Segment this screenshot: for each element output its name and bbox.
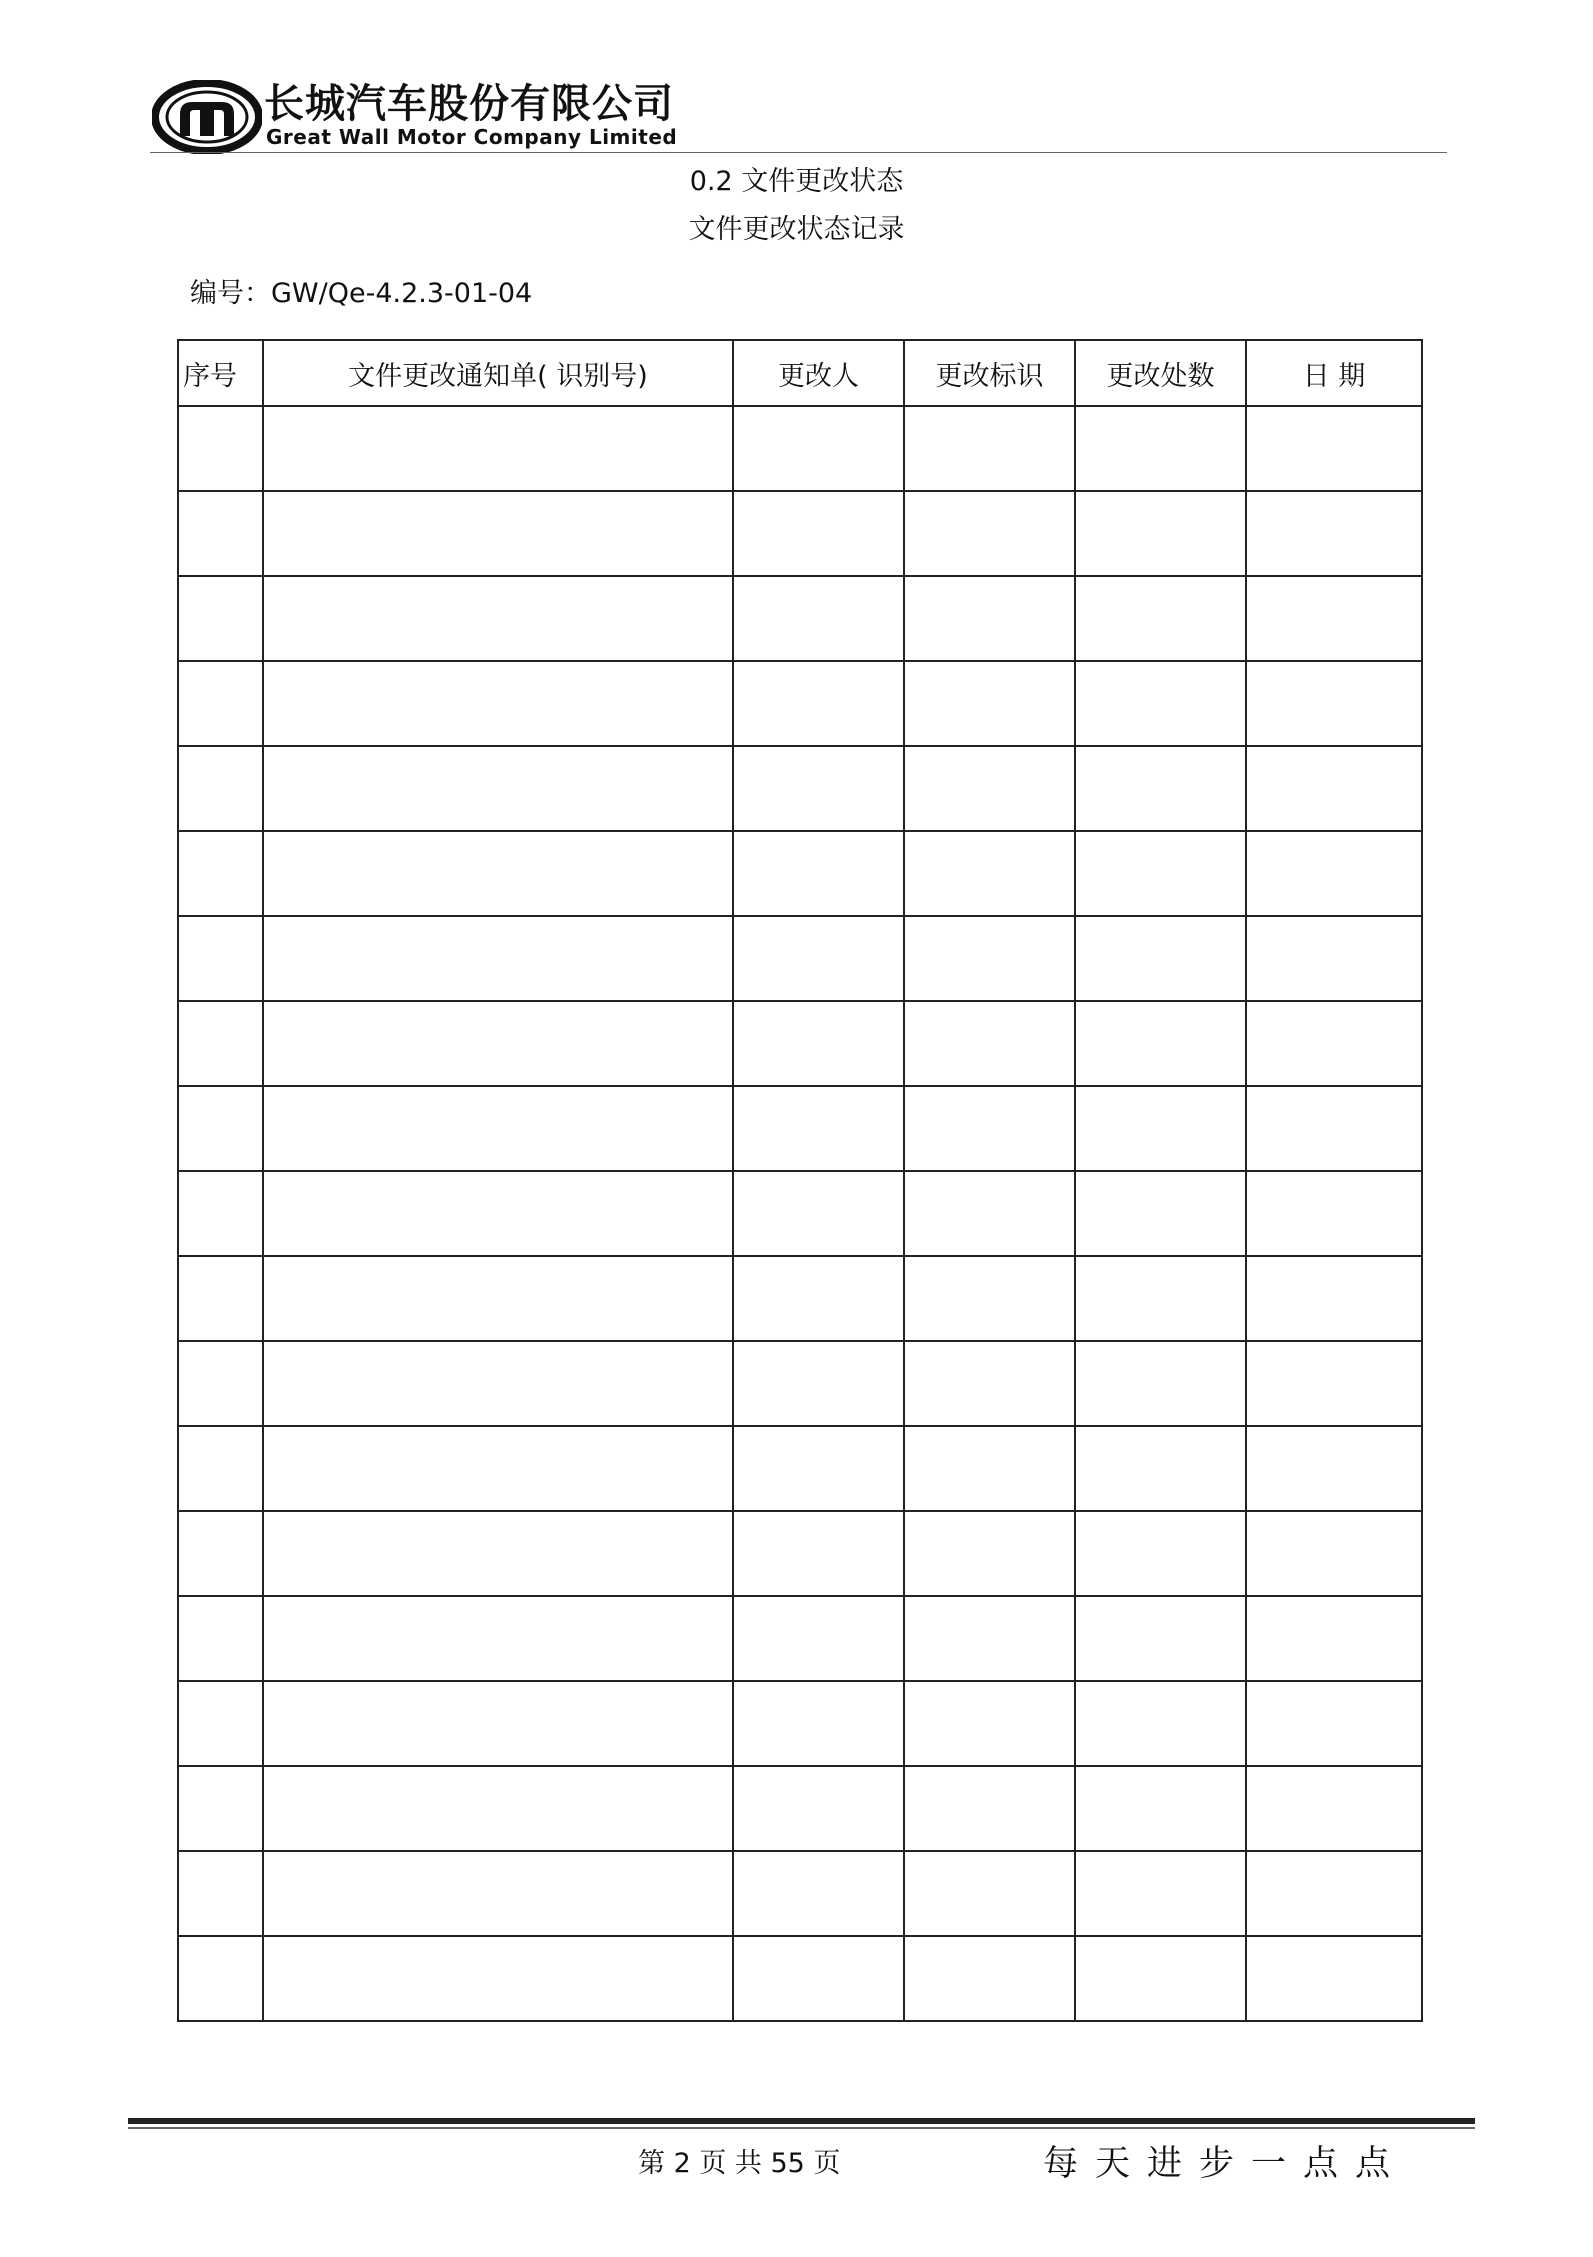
great-wall-logo-icon <box>152 80 262 154</box>
cell-change-mark <box>904 1086 1075 1171</box>
cell-changed-by <box>733 661 904 746</box>
cell-serial-number <box>178 1936 263 2021</box>
cell-change-notice <box>263 1426 733 1511</box>
cell-serial-number <box>178 1596 263 1681</box>
cell-changed-by <box>733 1171 904 1256</box>
cell-change-notice <box>263 1086 733 1171</box>
cell-change-mark <box>904 1171 1075 1256</box>
cell-changed-by <box>733 1511 904 1596</box>
table-row <box>178 491 1422 576</box>
cell-change-mark <box>904 916 1075 1001</box>
cell-change-notice <box>263 661 733 746</box>
cell-changed-by <box>733 1681 904 1766</box>
cell-change-notice <box>263 1936 733 2021</box>
cell-change-mark <box>904 1256 1075 1341</box>
cell-date <box>1246 1681 1422 1766</box>
document-number: 编号：GW/Qe-4.2.3-01-04 <box>190 278 533 309</box>
cell-change-count <box>1075 1851 1246 1936</box>
cell-change-count <box>1075 1341 1246 1426</box>
cell-change-count <box>1075 1171 1246 1256</box>
cell-date <box>1246 916 1422 1001</box>
cell-change-notice <box>263 406 733 491</box>
cell-change-mark <box>904 1936 1075 2021</box>
table-row <box>178 1681 1422 1766</box>
cell-change-mark <box>904 1426 1075 1511</box>
cell-changed-by <box>733 1936 904 2021</box>
cell-date <box>1246 1511 1422 1596</box>
cell-change-count <box>1075 576 1246 661</box>
cell-change-mark <box>904 1851 1075 1936</box>
section-title: 0.2 文件更改状态 <box>689 166 904 197</box>
cell-change-count <box>1075 1681 1246 1766</box>
cell-change-notice <box>263 576 733 661</box>
cell-change-count <box>1075 1936 1246 2021</box>
table-header-row <box>178 340 1422 406</box>
table-row <box>178 1086 1422 1171</box>
cell-serial-number <box>178 1851 263 1936</box>
cell-changed-by <box>733 1001 904 1086</box>
table-row <box>178 576 1422 661</box>
record-title: 文件更改状态记录 <box>688 214 905 245</box>
table-row <box>178 831 1422 916</box>
header-date: 日 期 <box>1246 340 1422 406</box>
cell-change-mark <box>904 1001 1075 1086</box>
cell-change-mark <box>904 406 1075 491</box>
cell-change-mark <box>904 746 1075 831</box>
table-row <box>178 746 1422 831</box>
header-changed-by: 更改人 <box>733 340 904 406</box>
cell-date <box>1246 1086 1422 1171</box>
cell-change-mark <box>904 1766 1075 1851</box>
cell-date <box>1246 1256 1422 1341</box>
cell-changed-by <box>733 1596 904 1681</box>
cell-date <box>1246 1171 1422 1256</box>
cell-change-count <box>1075 1256 1246 1341</box>
cell-date <box>1246 491 1422 576</box>
cell-date <box>1246 831 1422 916</box>
cell-changed-by <box>733 1256 904 1341</box>
cell-changed-by <box>733 1766 904 1851</box>
cell-change-mark <box>904 1681 1075 1766</box>
cell-date <box>1246 661 1422 746</box>
cell-change-mark <box>904 831 1075 916</box>
footer-slogan: 每天进步一点点 <box>1043 2144 1408 2184</box>
cell-change-count <box>1075 661 1246 746</box>
cell-serial-number <box>178 491 263 576</box>
cell-change-notice <box>263 1256 733 1341</box>
header-change-notice: 文件更改通知单( 识别号) <box>263 340 733 406</box>
cell-change-notice <box>263 1001 733 1086</box>
cell-change-count <box>1075 1086 1246 1171</box>
cell-change-count <box>1075 406 1246 491</box>
cell-change-notice <box>263 831 733 916</box>
cell-serial-number <box>178 661 263 746</box>
cell-date <box>1246 1936 1422 2021</box>
cell-serial-number <box>178 1341 263 1426</box>
cell-serial-number <box>178 1256 263 1341</box>
cell-serial-number <box>178 1511 263 1596</box>
cell-date <box>1246 746 1422 831</box>
cell-changed-by <box>733 576 904 661</box>
cell-change-notice <box>263 1766 733 1851</box>
page-number: 第 2 页 共 55 页 <box>638 2148 841 2179</box>
cell-serial-number <box>178 831 263 916</box>
cell-serial-number <box>178 1001 263 1086</box>
cell-change-notice <box>263 491 733 576</box>
table-row <box>178 406 1422 491</box>
cell-change-count <box>1075 1596 1246 1681</box>
cell-change-notice <box>263 1596 733 1681</box>
cell-change-mark <box>904 1341 1075 1426</box>
cell-serial-number <box>178 1681 263 1766</box>
cell-change-mark <box>904 661 1075 746</box>
cell-change-notice <box>263 1171 733 1256</box>
cell-changed-by <box>733 1851 904 1936</box>
cell-date <box>1246 1766 1422 1851</box>
cell-change-count <box>1075 491 1246 576</box>
cell-serial-number <box>178 1086 263 1171</box>
table-row <box>178 1001 1422 1086</box>
cell-changed-by <box>733 1341 904 1426</box>
table-row <box>178 1766 1422 1851</box>
cell-changed-by <box>733 1426 904 1511</box>
table-row <box>178 1171 1422 1256</box>
cell-date <box>1246 576 1422 661</box>
footer-divider-thin <box>128 2127 1475 2129</box>
table-row <box>178 1341 1422 1426</box>
cell-change-mark <box>904 1511 1075 1596</box>
table-row <box>178 1426 1422 1511</box>
cell-change-count <box>1075 1426 1246 1511</box>
cell-change-notice <box>263 1341 733 1426</box>
footer-divider <box>128 2118 1475 2124</box>
table-row <box>178 1936 1422 2021</box>
header-divider <box>150 152 1447 153</box>
cell-change-count <box>1075 1766 1246 1851</box>
cell-date <box>1246 1596 1422 1681</box>
cell-serial-number <box>178 406 263 491</box>
cell-change-count <box>1075 916 1246 1001</box>
header-change-mark: 更改标识 <box>904 340 1075 406</box>
cell-serial-number <box>178 576 263 661</box>
cell-change-mark <box>904 1596 1075 1681</box>
company-name-cn: 长城汽车股份有限公司 <box>264 81 674 127</box>
cell-serial-number <box>178 1171 263 1256</box>
cell-serial-number <box>178 1766 263 1851</box>
cell-change-notice <box>263 1851 733 1936</box>
cell-changed-by <box>733 746 904 831</box>
cell-change-count <box>1075 1511 1246 1596</box>
cell-changed-by <box>733 916 904 1001</box>
change-record-table <box>177 339 1423 2022</box>
cell-date <box>1246 1001 1422 1086</box>
cell-date <box>1246 1341 1422 1426</box>
cell-serial-number <box>178 746 263 831</box>
company-name-en: Great Wall Motor Company Limited <box>266 125 678 149</box>
table-row <box>178 661 1422 746</box>
table-row <box>178 1851 1422 1936</box>
cell-changed-by <box>733 491 904 576</box>
cell-serial-number <box>178 916 263 1001</box>
cell-changed-by <box>733 1086 904 1171</box>
cell-change-count <box>1075 1001 1246 1086</box>
cell-change-mark <box>904 576 1075 661</box>
cell-changed-by <box>733 831 904 916</box>
cell-change-notice <box>263 1681 733 1766</box>
cell-date <box>1246 1851 1422 1936</box>
cell-change-notice <box>263 746 733 831</box>
table-row <box>178 1596 1422 1681</box>
table-row <box>178 1511 1422 1596</box>
cell-date <box>1246 406 1422 491</box>
cell-serial-number <box>178 1426 263 1511</box>
cell-change-count <box>1075 746 1246 831</box>
cell-change-count <box>1075 831 1246 916</box>
table-row <box>178 1256 1422 1341</box>
cell-change-notice <box>263 1511 733 1596</box>
header-change-count: 更改处数 <box>1075 340 1246 406</box>
cell-changed-by <box>733 406 904 491</box>
table-row <box>178 916 1422 1001</box>
cell-change-mark <box>904 491 1075 576</box>
cell-date <box>1246 1426 1422 1511</box>
cell-change-notice <box>263 916 733 1001</box>
header-serial-number: 序号 <box>178 340 263 406</box>
